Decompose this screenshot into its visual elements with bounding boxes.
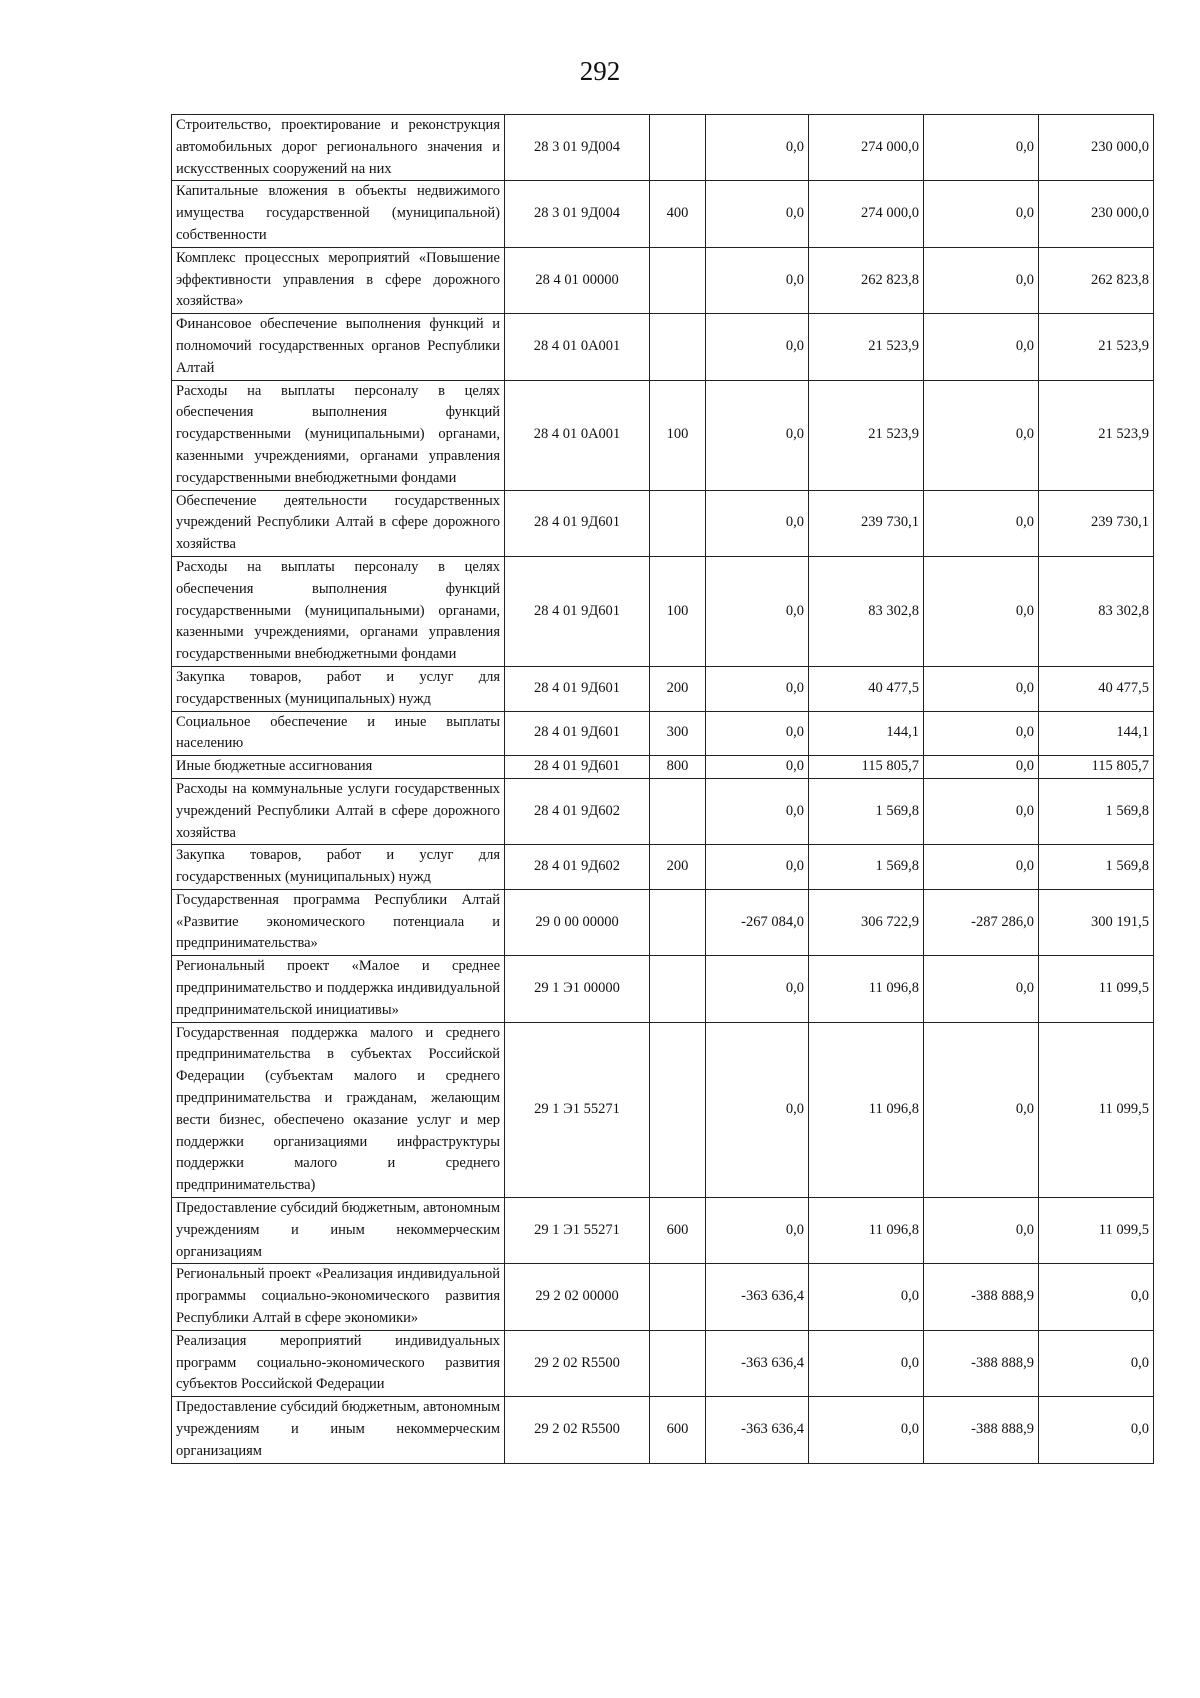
expense-type: 200 (650, 666, 706, 711)
amount-4: 144,1 (1039, 711, 1154, 756)
expense-type: 800 (650, 756, 706, 779)
budget-table (171, 114, 1154, 1464)
amount-4: 21 523,9 (1039, 380, 1154, 490)
amount-4: 1 569,8 (1039, 845, 1154, 890)
expense-type: 600 (650, 1198, 706, 1264)
amount-4: 0,0 (1039, 1264, 1154, 1330)
expense-type: 100 (650, 380, 706, 490)
amount-2: 0,0 (809, 1264, 924, 1330)
amount-4: 11 099,5 (1039, 956, 1154, 1022)
amount-4: 0,0 (1039, 1397, 1154, 1463)
amount-2: 306 722,9 (809, 889, 924, 955)
amount-3: 0,0 (924, 314, 1039, 380)
table-row (172, 778, 1154, 844)
amount-2: 262 823,8 (809, 247, 924, 313)
row-name: Обеспечение деятельности государственных учреждений Республики Алтай в сфере дорожного хозяйства (172, 490, 505, 556)
amount-1: -267 084,0 (706, 889, 809, 955)
expense-type: 300 (650, 711, 706, 756)
amount-1: 0,0 (706, 115, 809, 181)
amount-4: 21 523,9 (1039, 314, 1154, 380)
row-name: Предоставление субсидий бюджетным, автономным учреждениям и иным некоммерческим организациям (172, 1198, 505, 1264)
table-row (172, 666, 1154, 711)
budget-code: 28 4 01 9Д601 (505, 490, 650, 556)
row-name: Социальное обеспечение и иные выплаты населению (172, 711, 505, 756)
expense-type (650, 778, 706, 844)
amount-3: 0,0 (924, 711, 1039, 756)
amount-1: 0,0 (706, 314, 809, 380)
amount-2: 11 096,8 (809, 956, 924, 1022)
amount-3: 0,0 (924, 666, 1039, 711)
row-name: Расходы на выплаты персоналу в целях обеспечения выполнения функций государственными (муниципальными) органами, казенными учреждениями, органами управления государственными внебюджетными фондами (172, 380, 505, 490)
row-name: Иные бюджетные ассигнования (172, 756, 505, 779)
table-row (172, 314, 1154, 380)
amount-4: 230 000,0 (1039, 115, 1154, 181)
amount-3: -287 286,0 (924, 889, 1039, 955)
budget-code: 29 0 00 00000 (505, 889, 650, 955)
amount-1: 0,0 (706, 1022, 809, 1197)
expense-type (650, 1264, 706, 1330)
table-row (172, 490, 1154, 556)
budget-code: 29 2 02 R5500 (505, 1330, 650, 1396)
amount-3: 0,0 (924, 756, 1039, 779)
row-name: Региональный проект «Малое и среднее предпринимательство и поддержка индивидуальной предпринимательской инициативы» (172, 956, 505, 1022)
amount-4: 83 302,8 (1039, 556, 1154, 666)
row-name: Региональный проект «Реализация индивидуальной программы социально-экономического развития Республики Алтай в сфере экономики» (172, 1264, 505, 1330)
amount-4: 11 099,5 (1039, 1022, 1154, 1197)
amount-4: 300 191,5 (1039, 889, 1154, 955)
table-row (172, 1330, 1154, 1396)
amount-1: -363 636,4 (706, 1330, 809, 1396)
budget-code: 29 1 Э1 55271 (505, 1198, 650, 1264)
amount-2: 0,0 (809, 1330, 924, 1396)
table-row (172, 756, 1154, 779)
amount-1: 0,0 (706, 181, 809, 247)
amount-2: 11 096,8 (809, 1022, 924, 1197)
amount-3: 0,0 (924, 845, 1039, 890)
table-row (172, 956, 1154, 1022)
amount-4: 230 000,0 (1039, 181, 1154, 247)
amount-2: 274 000,0 (809, 181, 924, 247)
amount-1: 0,0 (706, 490, 809, 556)
table-row (172, 845, 1154, 890)
expense-type (650, 490, 706, 556)
amount-1: -363 636,4 (706, 1264, 809, 1330)
amount-2: 274 000,0 (809, 115, 924, 181)
amount-2: 115 805,7 (809, 756, 924, 779)
table-row (172, 181, 1154, 247)
budget-code: 28 4 01 9Д601 (505, 756, 650, 779)
amount-2: 1 569,8 (809, 845, 924, 890)
expense-type: 100 (650, 556, 706, 666)
amount-3: -388 888,9 (924, 1264, 1039, 1330)
table-row (172, 1198, 1154, 1264)
amount-2: 239 730,1 (809, 490, 924, 556)
row-name: Предоставление субсидий бюджетным, автономным учреждениям и иным некоммерческим организациям (172, 1397, 505, 1463)
expense-type (650, 115, 706, 181)
expense-type: 400 (650, 181, 706, 247)
amount-4: 115 805,7 (1039, 756, 1154, 779)
budget-code: 29 1 Э1 00000 (505, 956, 650, 1022)
amount-3: 0,0 (924, 115, 1039, 181)
table-row (172, 1022, 1154, 1197)
budget-code: 28 4 01 00000 (505, 247, 650, 313)
budget-code: 28 4 01 0А001 (505, 380, 650, 490)
amount-4: 239 730,1 (1039, 490, 1154, 556)
amount-4: 0,0 (1039, 1330, 1154, 1396)
row-name: Строительство, проектирование и реконструкция автомобильных дорог регионального значения и искусственных сооружений на них (172, 115, 505, 181)
expense-type (650, 247, 706, 313)
page-number: 292 (579, 56, 621, 86)
amount-1: 0,0 (706, 711, 809, 756)
row-name: Закупка товаров, работ и услуг для государственных (муниципальных) нужд (172, 666, 505, 711)
amount-3: 0,0 (924, 556, 1039, 666)
amount-2: 21 523,9 (809, 314, 924, 380)
amount-3: -388 888,9 (924, 1330, 1039, 1396)
amount-2: 144,1 (809, 711, 924, 756)
amount-3: 0,0 (924, 490, 1039, 556)
amount-1: 0,0 (706, 556, 809, 666)
amount-4: 262 823,8 (1039, 247, 1154, 313)
row-name: Финансовое обеспечение выполнения функций и полномочий государственных органов Республики Алтай (172, 314, 505, 380)
amount-3: -388 888,9 (924, 1397, 1039, 1463)
amount-1: 0,0 (706, 1198, 809, 1264)
amount-4: 40 477,5 (1039, 666, 1154, 711)
amount-3: 0,0 (924, 247, 1039, 313)
row-name: Государственная поддержка малого и среднего предпринимательства в субъектах Российской Федерации (субъектам малого и среднего предпринимательства и гражданам, желающим вести бизнес, обеспечено оказание услуг и мер поддержки организациями инфраструктуры поддержки малого и среднего предпринимательства) (172, 1022, 505, 1197)
row-name: Комплекс процессных мероприятий «Повышение эффективности управления в сфере дорожного хозяйства» (172, 247, 505, 313)
row-name: Расходы на коммунальные услуги государственных учреждений Республики Алтай в сфере дорожного хозяйства (172, 778, 505, 844)
amount-3: 0,0 (924, 1198, 1039, 1264)
amount-3: 0,0 (924, 778, 1039, 844)
budget-code: 28 4 01 9Д602 (505, 778, 650, 844)
expense-type: 600 (650, 1397, 706, 1463)
budget-code: 28 4 01 9Д602 (505, 845, 650, 890)
table-row (172, 380, 1154, 490)
row-name: Закупка товаров, работ и услуг для государственных (муниципальных) нужд (172, 845, 505, 890)
amount-3: 0,0 (924, 181, 1039, 247)
table-row (172, 711, 1154, 756)
budget-code: 29 2 02 R5500 (505, 1397, 650, 1463)
amount-1: 0,0 (706, 845, 809, 890)
row-name: Капитальные вложения в объекты недвижимого имущества государственной (муниципальной) собственности (172, 181, 505, 247)
row-name: Реализация мероприятий индивидуальных программ социально-экономического развития субъектов Российской Федерации (172, 1330, 505, 1396)
amount-3: 0,0 (924, 956, 1039, 1022)
amount-2: 83 302,8 (809, 556, 924, 666)
table-row (172, 247, 1154, 313)
budget-code: 29 2 02 00000 (505, 1264, 650, 1330)
amount-1: 0,0 (706, 380, 809, 490)
row-name: Государственная программа Республики Алтай «Развитие экономического потенциала и предпринимательства» (172, 889, 505, 955)
expense-type (650, 956, 706, 1022)
expense-type (650, 889, 706, 955)
amount-4: 11 099,5 (1039, 1198, 1154, 1264)
amount-2: 0,0 (809, 1397, 924, 1463)
expense-type: 200 (650, 845, 706, 890)
budget-code: 28 4 01 9Д601 (505, 711, 650, 756)
amount-1: -363 636,4 (706, 1397, 809, 1463)
amount-1: 0,0 (706, 247, 809, 313)
amount-1: 0,0 (706, 956, 809, 1022)
table-row (172, 889, 1154, 955)
table-row (172, 115, 1154, 181)
amount-2: 1 569,8 (809, 778, 924, 844)
amount-2: 40 477,5 (809, 666, 924, 711)
budget-code: 28 4 01 9Д601 (505, 666, 650, 711)
table-row (172, 1397, 1154, 1463)
budget-code: 28 3 01 9Д004 (505, 181, 650, 247)
row-name: Расходы на выплаты персоналу в целях обеспечения выполнения функций государственными (муниципальными) органами, казенными учреждениями, органами управления государственными внебюджетными фондами (172, 556, 505, 666)
amount-1: 0,0 (706, 778, 809, 844)
amount-1: 0,0 (706, 756, 809, 779)
amount-2: 11 096,8 (809, 1198, 924, 1264)
budget-code: 29 1 Э1 55271 (505, 1022, 650, 1197)
amount-3: 0,0 (924, 380, 1039, 490)
amount-4: 1 569,8 (1039, 778, 1154, 844)
amount-3: 0,0 (924, 1022, 1039, 1197)
amount-2: 21 523,9 (809, 380, 924, 490)
table-row (172, 1264, 1154, 1330)
budget-code: 28 3 01 9Д004 (505, 115, 650, 181)
expense-type (650, 1022, 706, 1197)
amount-1: 0,0 (706, 666, 809, 711)
expense-type (650, 314, 706, 380)
expense-type (650, 1330, 706, 1396)
table-row (172, 556, 1154, 666)
budget-code: 28 4 01 9Д601 (505, 556, 650, 666)
budget-code: 28 4 01 0А001 (505, 314, 650, 380)
